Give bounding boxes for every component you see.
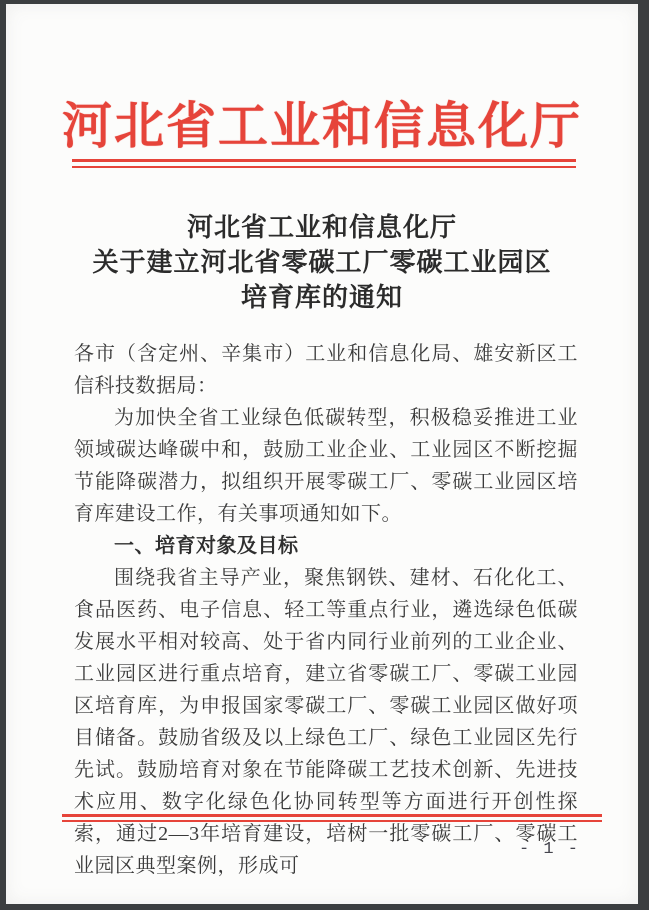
- page-number: - 1 -: [518, 840, 580, 859]
- document-title: [6, 210, 638, 315]
- section1-heading: 一、培育对象及目标: [114, 535, 299, 557]
- letterhead-double-rule: [72, 159, 576, 168]
- document-body: [74, 338, 578, 882]
- document-title-line1: 河北省工业和信息化厅: [186, 213, 457, 242]
- recipient-line: 各市（含定州、辛集市）工业和信息化局、雄安新区工信科技数据局：: [74, 343, 578, 397]
- letterhead-title: 河北省工业和信息化厅: [62, 98, 582, 154]
- intro-paragraph: 为加快全省工业绿色低碳转型，积极稳妥推进工业领域碳达峰碳中和，鼓励工业企业、工业园区不断挖掘节能降碳潜力，拟组织开展零碳工厂、零碳工业园区培育库建设工作，有关事项通知如下。: [74, 407, 578, 525]
- document-title-line2: 关于建立河北省零碳工厂零碳工业园区: [92, 248, 552, 277]
- section1-paragraph: 围绕我省主导产业，聚焦钢铁、建材、石化化工、食品医药、电子信息、轻工等重点行业，遴选绿色低碳发展水平相对较高、处于省内同行业前列的工业企业、工业园区进行重点培育，建立省零碳工厂、零碳工业园区培育库，为申报国家零碳工厂、零碳工业园区做好项目储备。鼓励省级及以上绿色工厂、绿色工业园区先行先试。鼓励培育对象在节能降碳工艺技术创新、先进技术应用、数字化绿色化协同转型等方面进行开创性探索，通过2—3年培育建设，培树一批零碳工厂、零碳工业园区典型案例，形成可: [74, 567, 578, 877]
- document-page: [6, 4, 638, 904]
- footer-double-rule: [62, 814, 602, 822]
- document-title-line3: 培育库的通知: [240, 283, 403, 312]
